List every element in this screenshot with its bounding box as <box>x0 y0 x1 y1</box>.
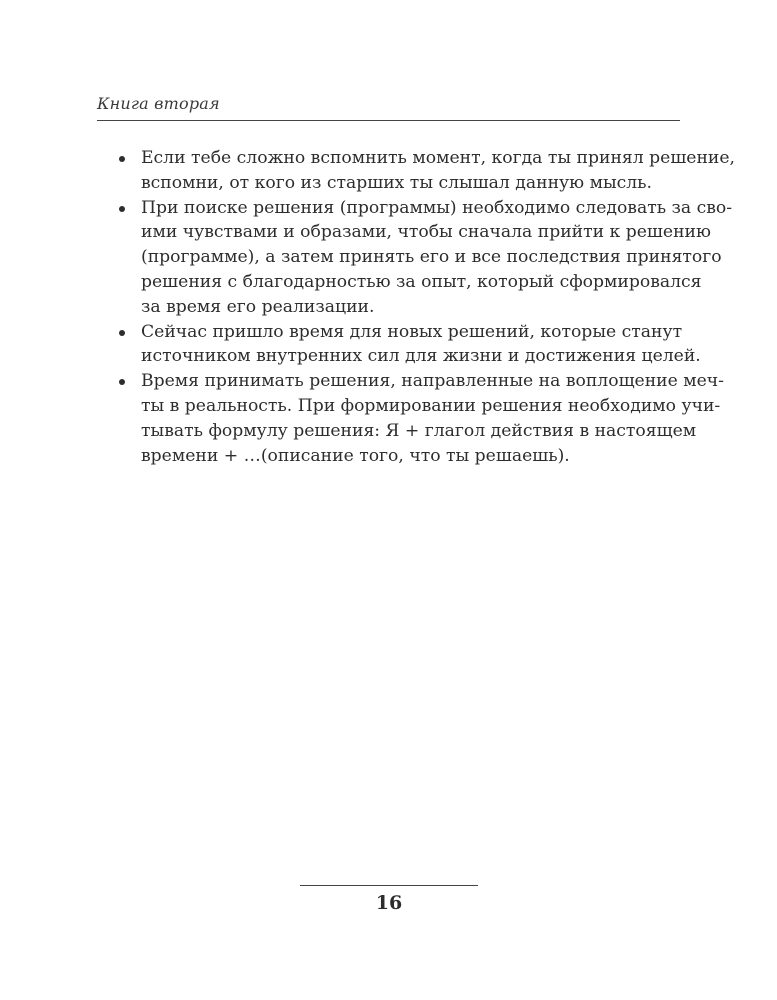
list-item <box>116 369 724 468</box>
footer-divider <box>300 885 478 886</box>
text-line: источником внутренних сил для жизни и достижения целей. <box>141 346 701 367</box>
text-line: за время его реализации. <box>141 296 375 317</box>
header-divider <box>97 120 680 121</box>
bullet-icon <box>119 206 125 212</box>
text-line: ими чувствами и образами, чтобы сначала прийти к решению <box>141 222 711 243</box>
page-number: 16 <box>375 892 403 914</box>
text-line: Сейчас пришло время для новых решений, которые станут <box>141 321 683 342</box>
bullet-list <box>116 146 736 468</box>
text-line: (программе), а затем принять его и все последствия принятого <box>141 247 722 268</box>
text-line: Если тебе сложно вспомнить момент, когда ты принял решение, <box>141 148 736 168</box>
list-item <box>116 196 733 320</box>
list-item <box>116 320 701 370</box>
running-head-title: Книга вторая <box>97 94 220 113</box>
text-line: времени + …(описание того, что ты решаешь). <box>141 445 570 466</box>
text-line: При поиске решения (программы) необходимо следовать за сво- <box>141 197 733 218</box>
bullet-icon <box>119 379 125 385</box>
bullet-icon <box>119 156 125 162</box>
text-line: решения с благодарностью за опыт, который сформировался <box>141 271 702 292</box>
text-line: Время принимать решения, направленные на воплощение меч- <box>141 371 724 392</box>
text-line: вспомни, от кого из старших ты слышал данную мысль. <box>141 172 652 193</box>
text-line: ты в реальность. При формировании решения необходимо учи- <box>141 395 721 416</box>
list-item <box>116 146 736 196</box>
bullet-icon <box>119 330 125 336</box>
text-line: тывать формулу решения: Я + глагол действия в настоящем <box>141 420 697 441</box>
